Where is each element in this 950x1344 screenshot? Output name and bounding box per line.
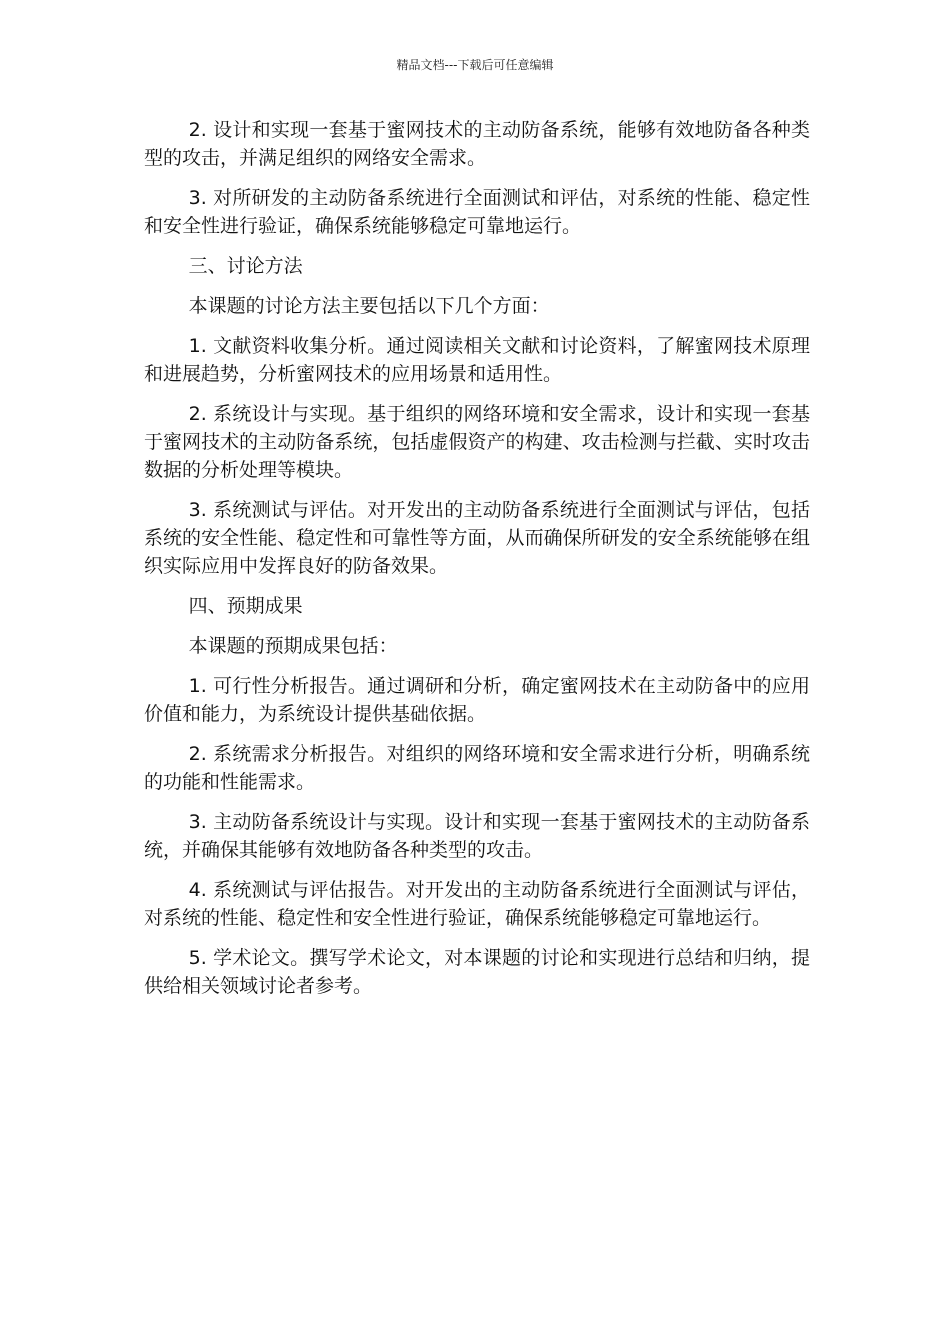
paragraph-outcome-2: 2. 系统需求分析报告。对组织的网络环境和安全需求进行分析，明确系统的功能和性能需求。 bbox=[144, 743, 810, 793]
paragraph-method-2: 2. 系统设计与实现。基于组织的网络环境和安全需求，设计和实现一套基于蜜网技术的主动防备系统，包括虚假资产的构建、攻击检测与拦截、实时攻击数据的分析处理等模块。 bbox=[144, 403, 810, 481]
paragraph-method-3: 3. 系统测试与评估。对开发出的主动防备系统进行全面测试与评估，包括系统的安全性能、稳定性和可靠性等方面，从而确保所研发的安全系统能够在组织实际应用中发挥良好的防备效果。 bbox=[144, 499, 810, 577]
paragraph-outcome-4: 4. 系统测试与评估报告。对开发出的主动防备系统进行全面测试与评估，对系统的性能、稳定性和安全性进行验证，确保系统能够稳定可靠地运行。 bbox=[144, 879, 810, 929]
paragraph-objective-2: 2. 设计和实现一套基于蜜网技术的主动防备系统，能够有效地防备各种类型的攻击，并满足组织的网络安全需求。 bbox=[144, 119, 810, 169]
document-body bbox=[144, 116, 810, 1012]
section-heading-methods: 三、讨论方法 bbox=[188, 255, 303, 277]
section-heading-outcomes: 四、预期成果 bbox=[188, 595, 303, 617]
paragraph-outcomes-intro: 本课题的预期成果包括： bbox=[188, 635, 398, 657]
paragraph-method-1: 1. 文献资料收集分析。通过阅读相关文献和讨论资料，了解蜜网技术原理和进展趋势，分析蜜网技术的应用场景和适用性。 bbox=[144, 335, 810, 385]
page-header: 精品文档---下载后可任意编辑 bbox=[396, 58, 554, 72]
paragraph-outcome-1: 1. 可行性分析报告。通过调研和分析，确定蜜网技术在主动防备中的应用价值和能力，为系统设计提供基础依据。 bbox=[144, 675, 810, 725]
paragraph-outcome-3: 3. 主动防备系统设计与实现。设计和实现一套基于蜜网技术的主动防备系统，并确保其能够有效地防备各种类型的攻击。 bbox=[144, 811, 810, 861]
paragraph-outcome-5: 5. 学术论文。撰写学术论文，对本课题的讨论和实现进行总结和归纳，提供给相关领域讨论者参考。 bbox=[144, 947, 810, 997]
paragraph-objective-3: 3. 对所研发的主动防备系统进行全面测试和评估，对系统的性能、稳定性和安全性进行验证，确保系统能够稳定可靠地运行。 bbox=[144, 187, 810, 237]
paragraph-methods-intro: 本课题的讨论方法主要包括以下几个方面： bbox=[188, 295, 550, 317]
